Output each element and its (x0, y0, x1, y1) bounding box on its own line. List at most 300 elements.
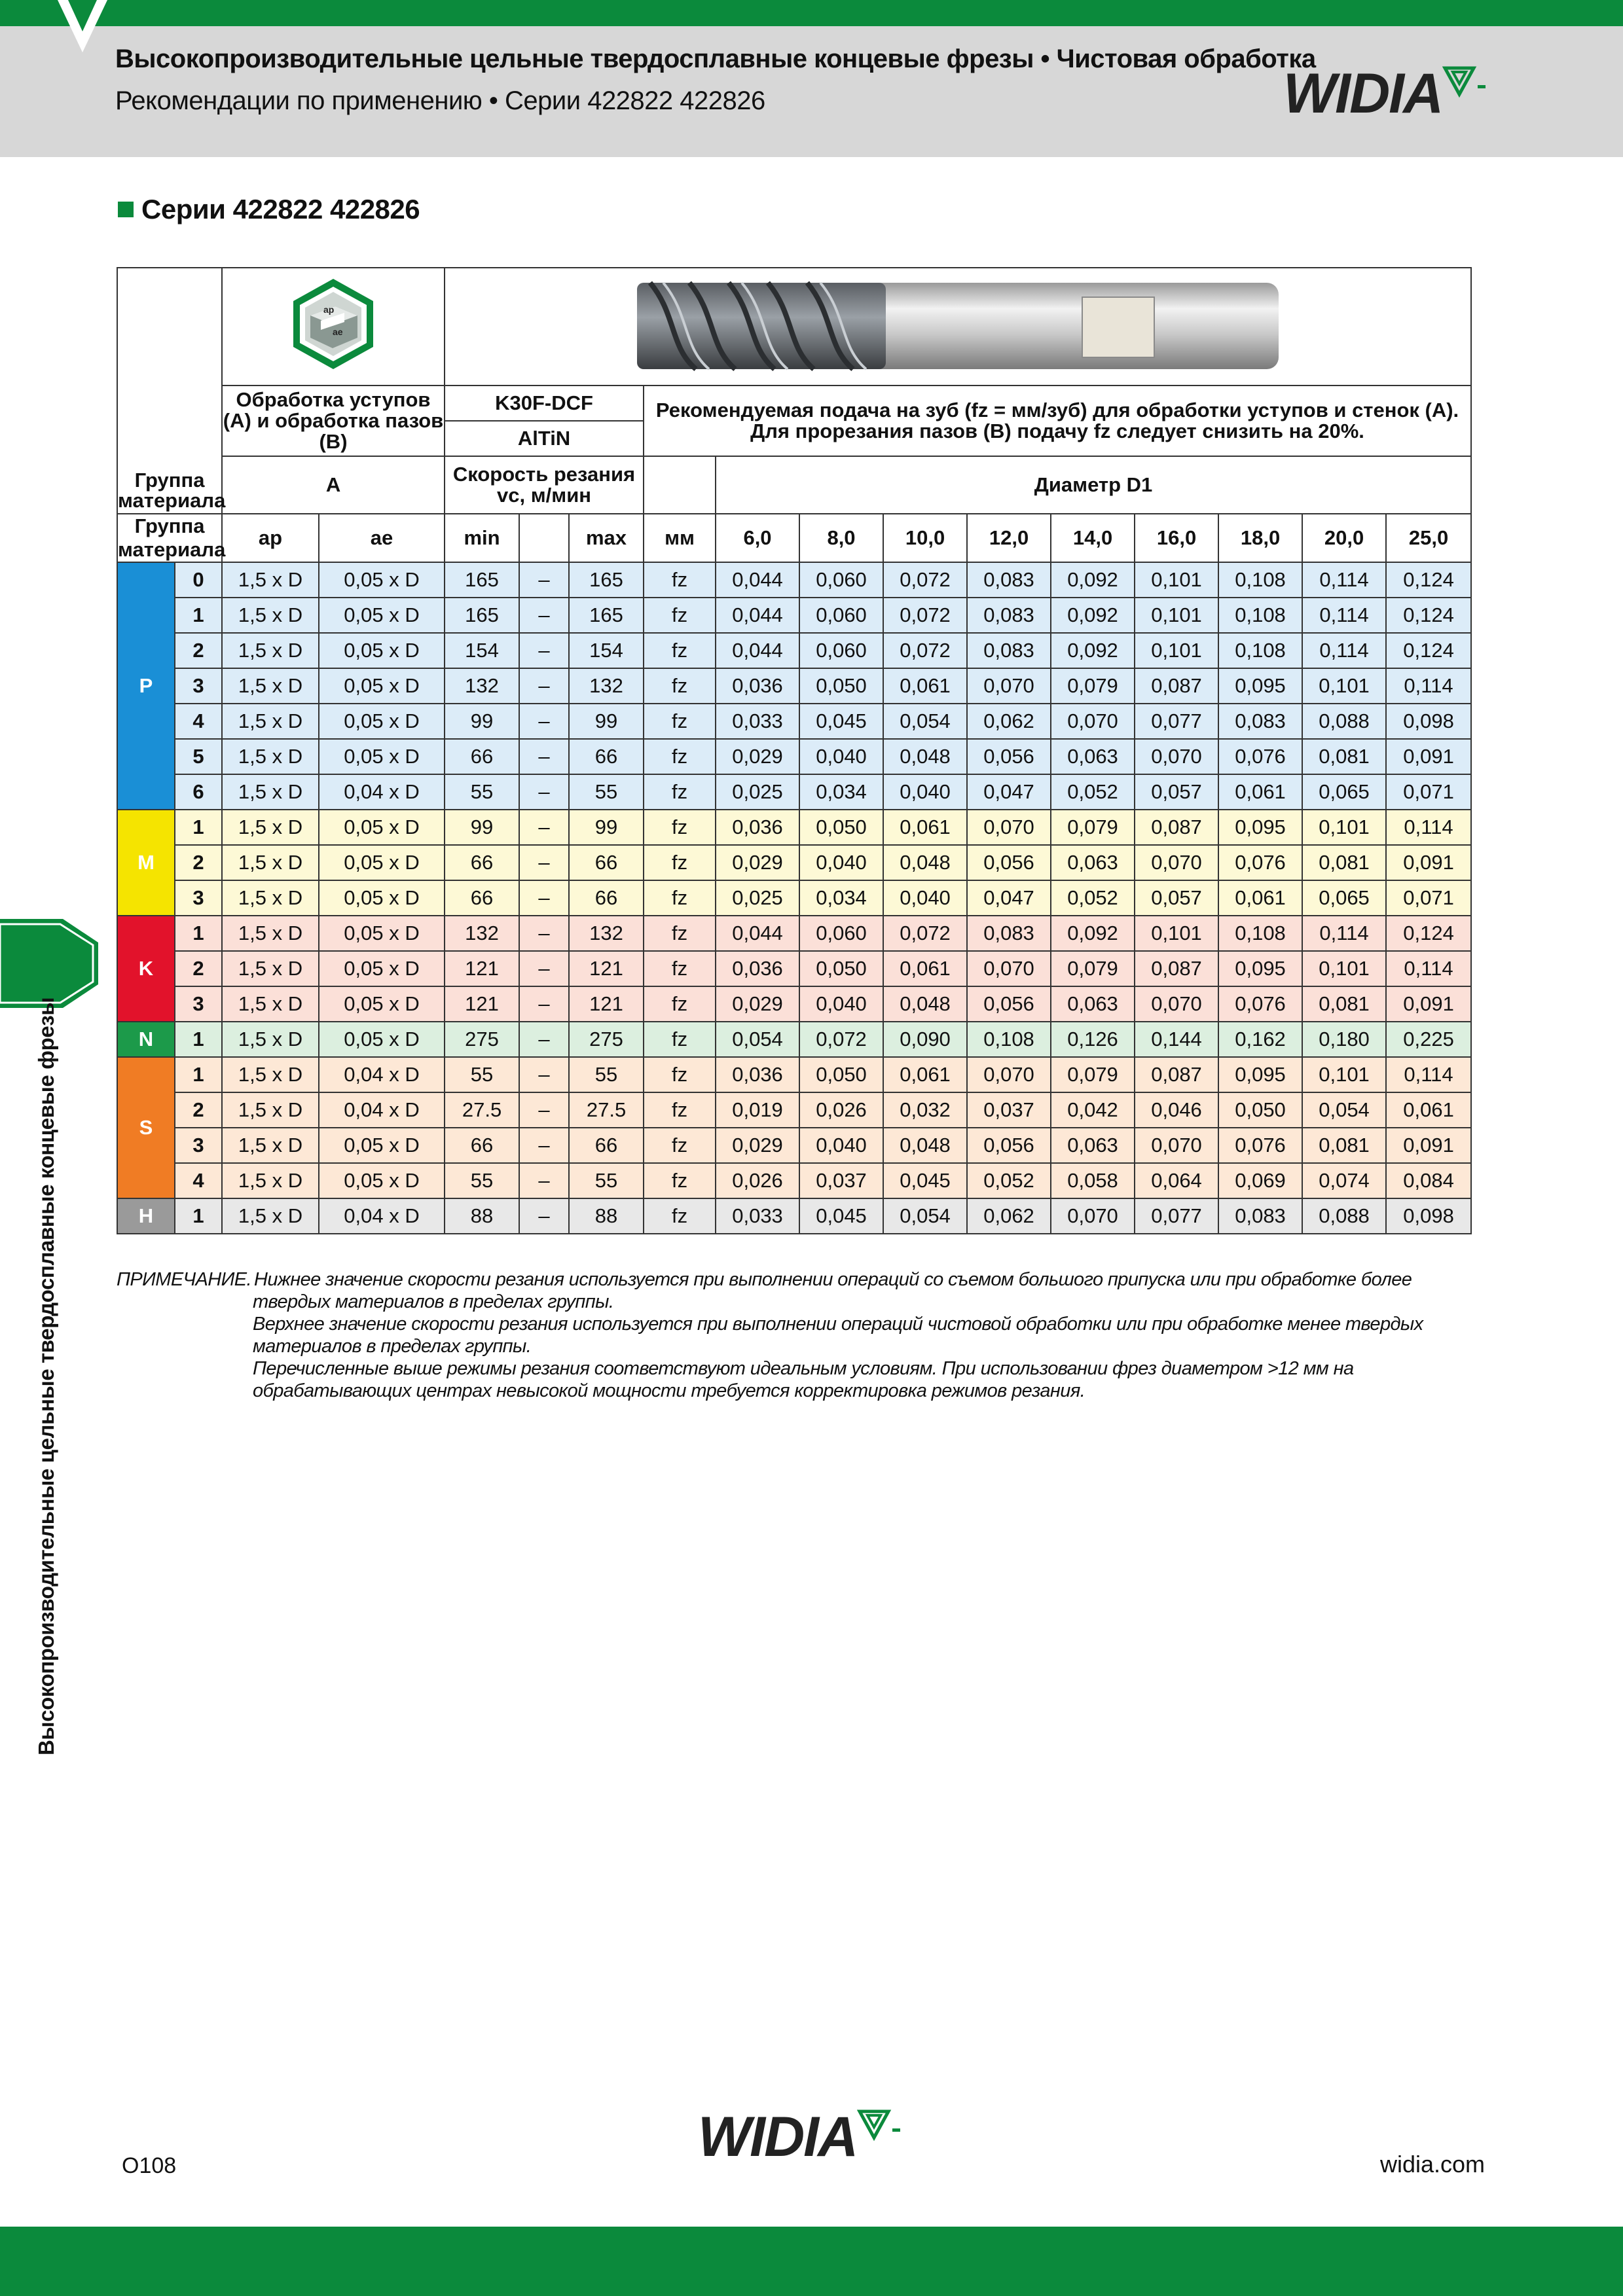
ap-cell: 1,5 x D (222, 1057, 319, 1092)
material-subgroup: 6 (175, 774, 222, 810)
feed-value-cell: 0,040 (799, 1128, 883, 1163)
speed-dash-cell: – (519, 668, 569, 704)
ae-cell: 0,05 x D (319, 562, 445, 598)
feed-value-cell: 0,072 (883, 598, 967, 633)
feed-value-cell: 0,087 (1135, 951, 1218, 986)
ae-cell: 0,05 x D (319, 845, 445, 880)
feed-value-cell: 0,044 (716, 598, 799, 633)
speed-min-cell: 55 (445, 1057, 519, 1092)
feed-value-cell: 0,071 (1386, 880, 1471, 916)
feed-value-cell: 0,081 (1302, 739, 1386, 774)
col-diameter: 25,0 (1386, 514, 1471, 562)
col-diameter: 18,0 (1218, 514, 1302, 562)
unit-cell: fz (644, 916, 716, 951)
feed-value-cell: 0,029 (716, 1128, 799, 1163)
feed-value-cell: 0,092 (1051, 633, 1135, 668)
feed-value-cell: 0,045 (799, 704, 883, 739)
feed-value-cell: 0,108 (1218, 562, 1302, 598)
feed-value-cell: 0,050 (799, 668, 883, 704)
material-subgroup: 1 (175, 1198, 222, 1234)
material-group-h: H (117, 1198, 175, 1234)
speed-max-cell: 66 (569, 845, 644, 880)
table-row (117, 1057, 1471, 1092)
unit-cell: fz (644, 1057, 716, 1092)
material-subgroup: 1 (175, 598, 222, 633)
feed-value-cell: 0,032 (883, 1092, 967, 1128)
ae-cell: 0,04 x D (319, 774, 445, 810)
feed-value-cell: 0,083 (967, 916, 1051, 951)
feed-value-cell: 0,101 (1135, 562, 1218, 598)
feed-value-cell: 0,060 (799, 916, 883, 951)
logo-wordmark: WIDIA (698, 2106, 858, 2168)
operation-label: Обработка уступов (А) и обработка пазов (В) (222, 386, 445, 456)
feed-value-cell: 0,045 (883, 1163, 967, 1198)
feed-value-cell: 0,061 (1218, 774, 1302, 810)
ap-cell: 1,5 x D (222, 598, 319, 633)
speed-max-cell: 132 (569, 916, 644, 951)
feed-value-cell: 0,036 (716, 668, 799, 704)
ap-cell: 1,5 x D (222, 916, 319, 951)
feed-value-cell: 0,114 (1386, 668, 1471, 704)
ae-cell: 0,05 x D (319, 916, 445, 951)
notes-line: материалов в пределах группы. (253, 1336, 532, 1357)
feed-value-cell: 0,070 (1135, 845, 1218, 880)
feed-note: Рекомендуемая подача на зуб (fz = мм/зуб) для обработки уступов и стенок (А). Для прорезания пазов (В) подачу fz следует снизить на 20%. (644, 386, 1471, 456)
feed-value-cell: 0,108 (1218, 598, 1302, 633)
ae-cell: 0,05 x D (319, 951, 445, 986)
feed-value-cell: 0,124 (1386, 633, 1471, 668)
feed-value-cell: 0,124 (1386, 562, 1471, 598)
section-marker-icon (118, 202, 134, 217)
speed-dash-cell: – (519, 845, 569, 880)
feed-value-cell: 0,072 (883, 562, 967, 598)
feed-value-cell: 0,180 (1302, 1022, 1386, 1057)
material-group-m: M (117, 810, 175, 916)
feed-value-cell: 0,079 (1051, 951, 1135, 986)
unit-cell: fz (644, 845, 716, 880)
material-subgroup: 3 (175, 986, 222, 1022)
table-row (117, 1128, 1471, 1163)
shoulder-milling-icon (284, 275, 382, 373)
speed-dash-cell: – (519, 916, 569, 951)
ae-cell: 0,05 x D (319, 880, 445, 916)
group-subheader: Группа материала (118, 514, 226, 561)
feed-value-cell: 0,114 (1302, 916, 1386, 951)
ae-cell: 0,05 x D (319, 1022, 445, 1057)
unit-cell: fz (644, 739, 716, 774)
feed-value-cell: 0,034 (799, 774, 883, 810)
table-row (117, 1198, 1471, 1234)
speed-min-cell: 132 (445, 916, 519, 951)
feed-value-cell: 0,101 (1302, 668, 1386, 704)
feed-value-cell: 0,070 (1051, 1198, 1135, 1234)
material-subgroup: 1 (175, 916, 222, 951)
table-row (117, 1092, 1471, 1128)
feed-value-cell: 0,076 (1218, 739, 1302, 774)
speed-max-cell: 27.5 (569, 1092, 644, 1128)
feed-value-cell: 0,042 (1051, 1092, 1135, 1128)
feed-value-cell: 0,061 (883, 951, 967, 986)
feed-value-cell: 0,087 (1135, 1057, 1218, 1092)
feed-value-cell: 0,070 (1051, 704, 1135, 739)
feed-value-cell: 0,052 (967, 1163, 1051, 1198)
speed-max-cell: 66 (569, 1128, 644, 1163)
feed-value-cell: 0,095 (1218, 810, 1302, 845)
feed-value-cell: 0,083 (967, 633, 1051, 668)
feed-value-cell: 0,060 (799, 598, 883, 633)
feed-value-cell: 0,061 (883, 668, 967, 704)
speed-dash-cell: – (519, 810, 569, 845)
feed-value-cell: 0,070 (967, 668, 1051, 704)
feed-value-cell: 0,040 (883, 774, 967, 810)
unit-cell: fz (644, 1092, 716, 1128)
unit-cell: fz (644, 668, 716, 704)
material-subgroup: 4 (175, 1163, 222, 1198)
feed-value-cell: 0,101 (1135, 633, 1218, 668)
corner-notch-accent (68, 0, 97, 31)
feed-value-cell: 0,098 (1386, 704, 1471, 739)
material-subgroup: 3 (175, 880, 222, 916)
feed-value-cell: 0,095 (1218, 1057, 1302, 1092)
unit-cell: fz (644, 810, 716, 845)
table-row (117, 986, 1471, 1022)
feed-value-cell: 0,083 (967, 598, 1051, 633)
feed-value-cell: 0,083 (1218, 1198, 1302, 1234)
col-mm: мм (644, 514, 716, 562)
feed-value-cell: 0,044 (716, 916, 799, 951)
col-diameter: 8,0 (799, 514, 883, 562)
table-row (117, 633, 1471, 668)
col-diameter: 12,0 (967, 514, 1051, 562)
feed-value-cell: 0,090 (883, 1022, 967, 1057)
feed-value-cell: 0,091 (1386, 845, 1471, 880)
feed-value-cell: 0,054 (716, 1022, 799, 1057)
feed-value-cell: 0,061 (883, 810, 967, 845)
notes-line: твердых материалов в пределах группы. (253, 1291, 614, 1312)
ap-cell: 1,5 x D (222, 845, 319, 880)
ae-cell: 0,04 x D (319, 1057, 445, 1092)
end-mill-image-icon (598, 268, 1318, 380)
feed-value-cell: 0,074 (1302, 1163, 1386, 1198)
feed-value-cell: 0,044 (716, 562, 799, 598)
feed-value-cell: 0,077 (1135, 704, 1218, 739)
speed-min-cell: 165 (445, 598, 519, 633)
feed-value-cell: 0,050 (1218, 1092, 1302, 1128)
feed-value-cell: 0,065 (1302, 880, 1386, 916)
material-subgroup: 3 (175, 1128, 222, 1163)
speed-dash-cell: – (519, 1128, 569, 1163)
feed-value-cell: 0,040 (883, 880, 967, 916)
ap-cell: 1,5 x D (222, 1092, 319, 1128)
unit-cell: fz (644, 598, 716, 633)
speed-dash-cell: – (519, 1057, 569, 1092)
feed-value-cell: 0,062 (967, 1198, 1051, 1234)
feed-value-cell: 0,033 (716, 1198, 799, 1234)
feed-value-cell: 0,057 (1135, 774, 1218, 810)
header-logo (1283, 62, 1489, 125)
speed-dash-cell: – (519, 1163, 569, 1198)
feed-value-cell: 0,114 (1302, 598, 1386, 633)
material-subgroup: 5 (175, 739, 222, 774)
feed-value-cell: 0,108 (1218, 916, 1302, 951)
feed-value-cell: 0,064 (1135, 1163, 1218, 1198)
feed-value-cell: 0,092 (1051, 598, 1135, 633)
speed-max-cell: 66 (569, 739, 644, 774)
notes-label: ПРИМЕЧАНИЕ. (117, 1269, 251, 1290)
feed-value-cell: 0,048 (883, 1128, 967, 1163)
speed-min-cell: 121 (445, 986, 519, 1022)
material-subgroup: 2 (175, 845, 222, 880)
ae-cell: 0,05 x D (319, 633, 445, 668)
speed-max-cell: 132 (569, 668, 644, 704)
table-row (117, 668, 1471, 704)
feed-value-cell: 0,040 (799, 986, 883, 1022)
material-group-n: N (117, 1022, 175, 1057)
feed-value-cell: 0,063 (1051, 1128, 1135, 1163)
unit-cell: fz (644, 1022, 716, 1057)
feed-value-cell: 0,063 (1051, 986, 1135, 1022)
feed-value-cell: 0,056 (967, 1128, 1051, 1163)
col-diameter: 10,0 (883, 514, 967, 562)
material-subgroup: 0 (175, 562, 222, 598)
footer-logo (698, 2106, 904, 2168)
feed-value-cell: 0,101 (1135, 916, 1218, 951)
feed-value-cell: 0,101 (1302, 951, 1386, 986)
page-subtitle: Рекомендации по применению • Серии 422822 422826 (115, 86, 765, 115)
unit-cell: fz (644, 1163, 716, 1198)
feed-value-cell: 0,101 (1302, 1057, 1386, 1092)
col-ap: ap (222, 514, 319, 562)
feed-value-cell: 0,091 (1386, 1128, 1471, 1163)
feed-value-cell: 0,036 (716, 1057, 799, 1092)
feed-value-cell: 0,071 (1386, 774, 1471, 810)
ap-cell: 1,5 x D (222, 562, 319, 598)
table-row (117, 739, 1471, 774)
feed-value-cell: 0,036 (716, 951, 799, 986)
material-subgroup: 1 (175, 810, 222, 845)
unit-cell: fz (644, 704, 716, 739)
feed-value-cell: 0,040 (799, 739, 883, 774)
feed-value-cell: 0,058 (1051, 1163, 1135, 1198)
unit-cell: fz (644, 562, 716, 598)
speed-min-cell: 66 (445, 845, 519, 880)
feed-value-cell: 0,077 (1135, 1198, 1218, 1234)
feed-value-cell: 0,033 (716, 704, 799, 739)
feed-value-cell: 0,047 (967, 774, 1051, 810)
feed-value-cell: 0,060 (799, 562, 883, 598)
feed-value-cell: 0,060 (799, 633, 883, 668)
unit-spacer (644, 456, 716, 514)
feed-value-cell: 0,056 (967, 739, 1051, 774)
feed-value-cell: 0,056 (967, 845, 1051, 880)
ae-cell: 0,05 x D (319, 810, 445, 845)
feed-value-cell: 0,025 (716, 880, 799, 916)
section-title: Серии 422822 422826 (118, 194, 420, 225)
unit-cell: fz (644, 951, 716, 986)
feed-value-cell: 0,114 (1302, 562, 1386, 598)
speed-dash-cell: – (519, 951, 569, 986)
ae-cell: 0,05 x D (319, 704, 445, 739)
feed-value-cell: 0,029 (716, 845, 799, 880)
feed-value-cell: 0,092 (1051, 916, 1135, 951)
footer-url[interactable]: widia.com (1380, 2151, 1486, 2178)
feed-value-cell: 0,062 (967, 704, 1051, 739)
feed-value-cell: 0,061 (1386, 1092, 1471, 1128)
speed-min-cell: 99 (445, 810, 519, 845)
speed-min-cell: 55 (445, 774, 519, 810)
ap-cell: 1,5 x D (222, 774, 319, 810)
bottom-green-bar (0, 2227, 1623, 2296)
speed-dash-cell: – (519, 562, 569, 598)
logo-wordmark: WIDIA (1283, 62, 1443, 125)
feed-value-cell: 0,114 (1386, 1057, 1471, 1092)
speed-min-cell: 55 (445, 1163, 519, 1198)
speed-max-cell: 88 (569, 1198, 644, 1234)
feed-value-cell: 0,225 (1386, 1022, 1471, 1057)
feed-value-cell: 0,091 (1386, 986, 1471, 1022)
feed-value-cell: 0,048 (883, 986, 967, 1022)
feed-value-cell: 0,063 (1051, 739, 1135, 774)
table-body (117, 562, 1471, 1234)
table-row (117, 774, 1471, 810)
col-diameter: 20,0 (1302, 514, 1386, 562)
ap-cell: 1,5 x D (222, 633, 319, 668)
svg-text:ap: ap (323, 304, 335, 315)
grade-label: K30F-DCF (445, 386, 644, 421)
speed-min-cell: 121 (445, 951, 519, 986)
speed-dash-cell: – (519, 598, 569, 633)
feed-value-cell: 0,063 (1051, 845, 1135, 880)
feed-value-cell: 0,101 (1302, 810, 1386, 845)
material-subgroup: 1 (175, 1057, 222, 1092)
tool-image-cell (445, 268, 1471, 386)
table-row (117, 916, 1471, 951)
notes-line: Нижнее значение скорости резания используется при выполнении операций со съемом большого припуска или при обработке более (254, 1269, 1412, 1290)
feed-value-cell: 0,050 (799, 810, 883, 845)
ae-cell: 0,05 x D (319, 986, 445, 1022)
widia-triangle-logo-icon (857, 2109, 904, 2148)
feed-value-cell: 0,052 (1051, 774, 1135, 810)
ap-cell: 1,5 x D (222, 1198, 319, 1234)
feed-value-cell: 0,081 (1302, 1128, 1386, 1163)
feed-value-cell: 0,056 (967, 986, 1051, 1022)
speed-max-cell: 66 (569, 880, 644, 916)
unit-cell: fz (644, 880, 716, 916)
ap-cell: 1,5 x D (222, 880, 319, 916)
feed-value-cell: 0,095 (1218, 951, 1302, 986)
material-subgroup: 1 (175, 1022, 222, 1057)
page-number: O108 (122, 2153, 177, 2178)
feed-value-cell: 0,070 (967, 810, 1051, 845)
feed-value-cell: 0,037 (799, 1163, 883, 1198)
feed-value-cell: 0,048 (883, 845, 967, 880)
table-row (117, 880, 1471, 916)
feed-value-cell: 0,054 (883, 704, 967, 739)
feed-value-cell: 0,081 (1302, 845, 1386, 880)
col-diameter: 14,0 (1051, 514, 1135, 562)
speed-max-cell: 275 (569, 1022, 644, 1057)
feed-value-cell: 0,026 (716, 1163, 799, 1198)
diameter-label: Диаметр D1 (716, 456, 1471, 514)
speed-max-cell: 55 (569, 774, 644, 810)
feed-value-cell: 0,047 (967, 880, 1051, 916)
speed-min-cell: 88 (445, 1198, 519, 1234)
ap-cell: 1,5 x D (222, 1163, 319, 1198)
feed-value-cell: 0,025 (716, 774, 799, 810)
speed-min-cell: 27.5 (445, 1092, 519, 1128)
speed-dash-cell: – (519, 880, 569, 916)
speed-min-cell: 165 (445, 562, 519, 598)
ap-cell: 1,5 x D (222, 951, 319, 986)
feed-value-cell: 0,054 (883, 1198, 967, 1234)
feed-value-cell: 0,126 (1051, 1022, 1135, 1057)
feed-value-cell: 0,108 (967, 1022, 1051, 1057)
material-subgroup: 2 (175, 951, 222, 986)
page-title: Высокопроизводительные цельные твердосплавные концевые фрезы • Чистовая обработка (115, 45, 1316, 73)
feed-value-cell: 0,052 (1051, 880, 1135, 916)
feed-value-cell: 0,088 (1302, 704, 1386, 739)
ae-cell: 0,04 x D (319, 1092, 445, 1128)
feed-value-cell: 0,088 (1302, 1198, 1386, 1234)
feed-value-cell: 0,101 (1135, 598, 1218, 633)
coating-label: AlTiN (445, 421, 644, 456)
feed-value-cell: 0,162 (1218, 1022, 1302, 1057)
ae-cell: 0,05 x D (319, 1163, 445, 1198)
speed-max-cell: 99 (569, 704, 644, 739)
speed-max-cell: 55 (569, 1163, 644, 1198)
feed-value-cell: 0,070 (967, 1057, 1051, 1092)
feed-value-cell: 0,029 (716, 986, 799, 1022)
unit-cell: fz (644, 986, 716, 1022)
feed-value-cell: 0,083 (967, 562, 1051, 598)
speed-dash-cell: – (519, 1022, 569, 1057)
feed-value-cell: 0,114 (1302, 633, 1386, 668)
feed-value-cell: 0,072 (883, 916, 967, 951)
feed-value-cell: 0,070 (1135, 986, 1218, 1022)
speed-dash-cell: – (519, 986, 569, 1022)
speed-min-cell: 154 (445, 633, 519, 668)
operation-icon-cell (222, 268, 445, 386)
feed-value-cell: 0,050 (799, 1057, 883, 1092)
feed-value-cell: 0,079 (1051, 1057, 1135, 1092)
feed-value-cell: 0,087 (1135, 810, 1218, 845)
feed-value-cell: 0,034 (799, 880, 883, 916)
side-tab-icon (0, 916, 100, 1011)
feed-value-cell: 0,044 (716, 633, 799, 668)
speed-dash-cell: – (519, 739, 569, 774)
table-row (117, 845, 1471, 880)
speed-max-cell: 165 (569, 598, 644, 633)
col-max: max (569, 514, 644, 562)
speed-min-cell: 99 (445, 704, 519, 739)
feed-value-cell: 0,019 (716, 1092, 799, 1128)
material-group-k: K (117, 916, 175, 1022)
speed-dash-cell: – (519, 1092, 569, 1128)
speed-min-cell: 275 (445, 1022, 519, 1057)
speed-max-cell: 121 (569, 986, 644, 1022)
table-row (117, 1163, 1471, 1198)
speed-dash-cell: – (519, 1198, 569, 1234)
feed-value-cell: 0,091 (1386, 739, 1471, 774)
feed-value-cell: 0,084 (1386, 1163, 1471, 1198)
feed-value-cell: 0,070 (1135, 739, 1218, 774)
feed-value-cell: 0,037 (967, 1092, 1051, 1128)
group-header: Группа материала (117, 268, 222, 514)
feed-value-cell: 0,076 (1218, 845, 1302, 880)
col-diameter: 16,0 (1135, 514, 1218, 562)
ae-cell: 0,04 x D (319, 1198, 445, 1234)
feed-value-cell: 0,061 (1218, 880, 1302, 916)
